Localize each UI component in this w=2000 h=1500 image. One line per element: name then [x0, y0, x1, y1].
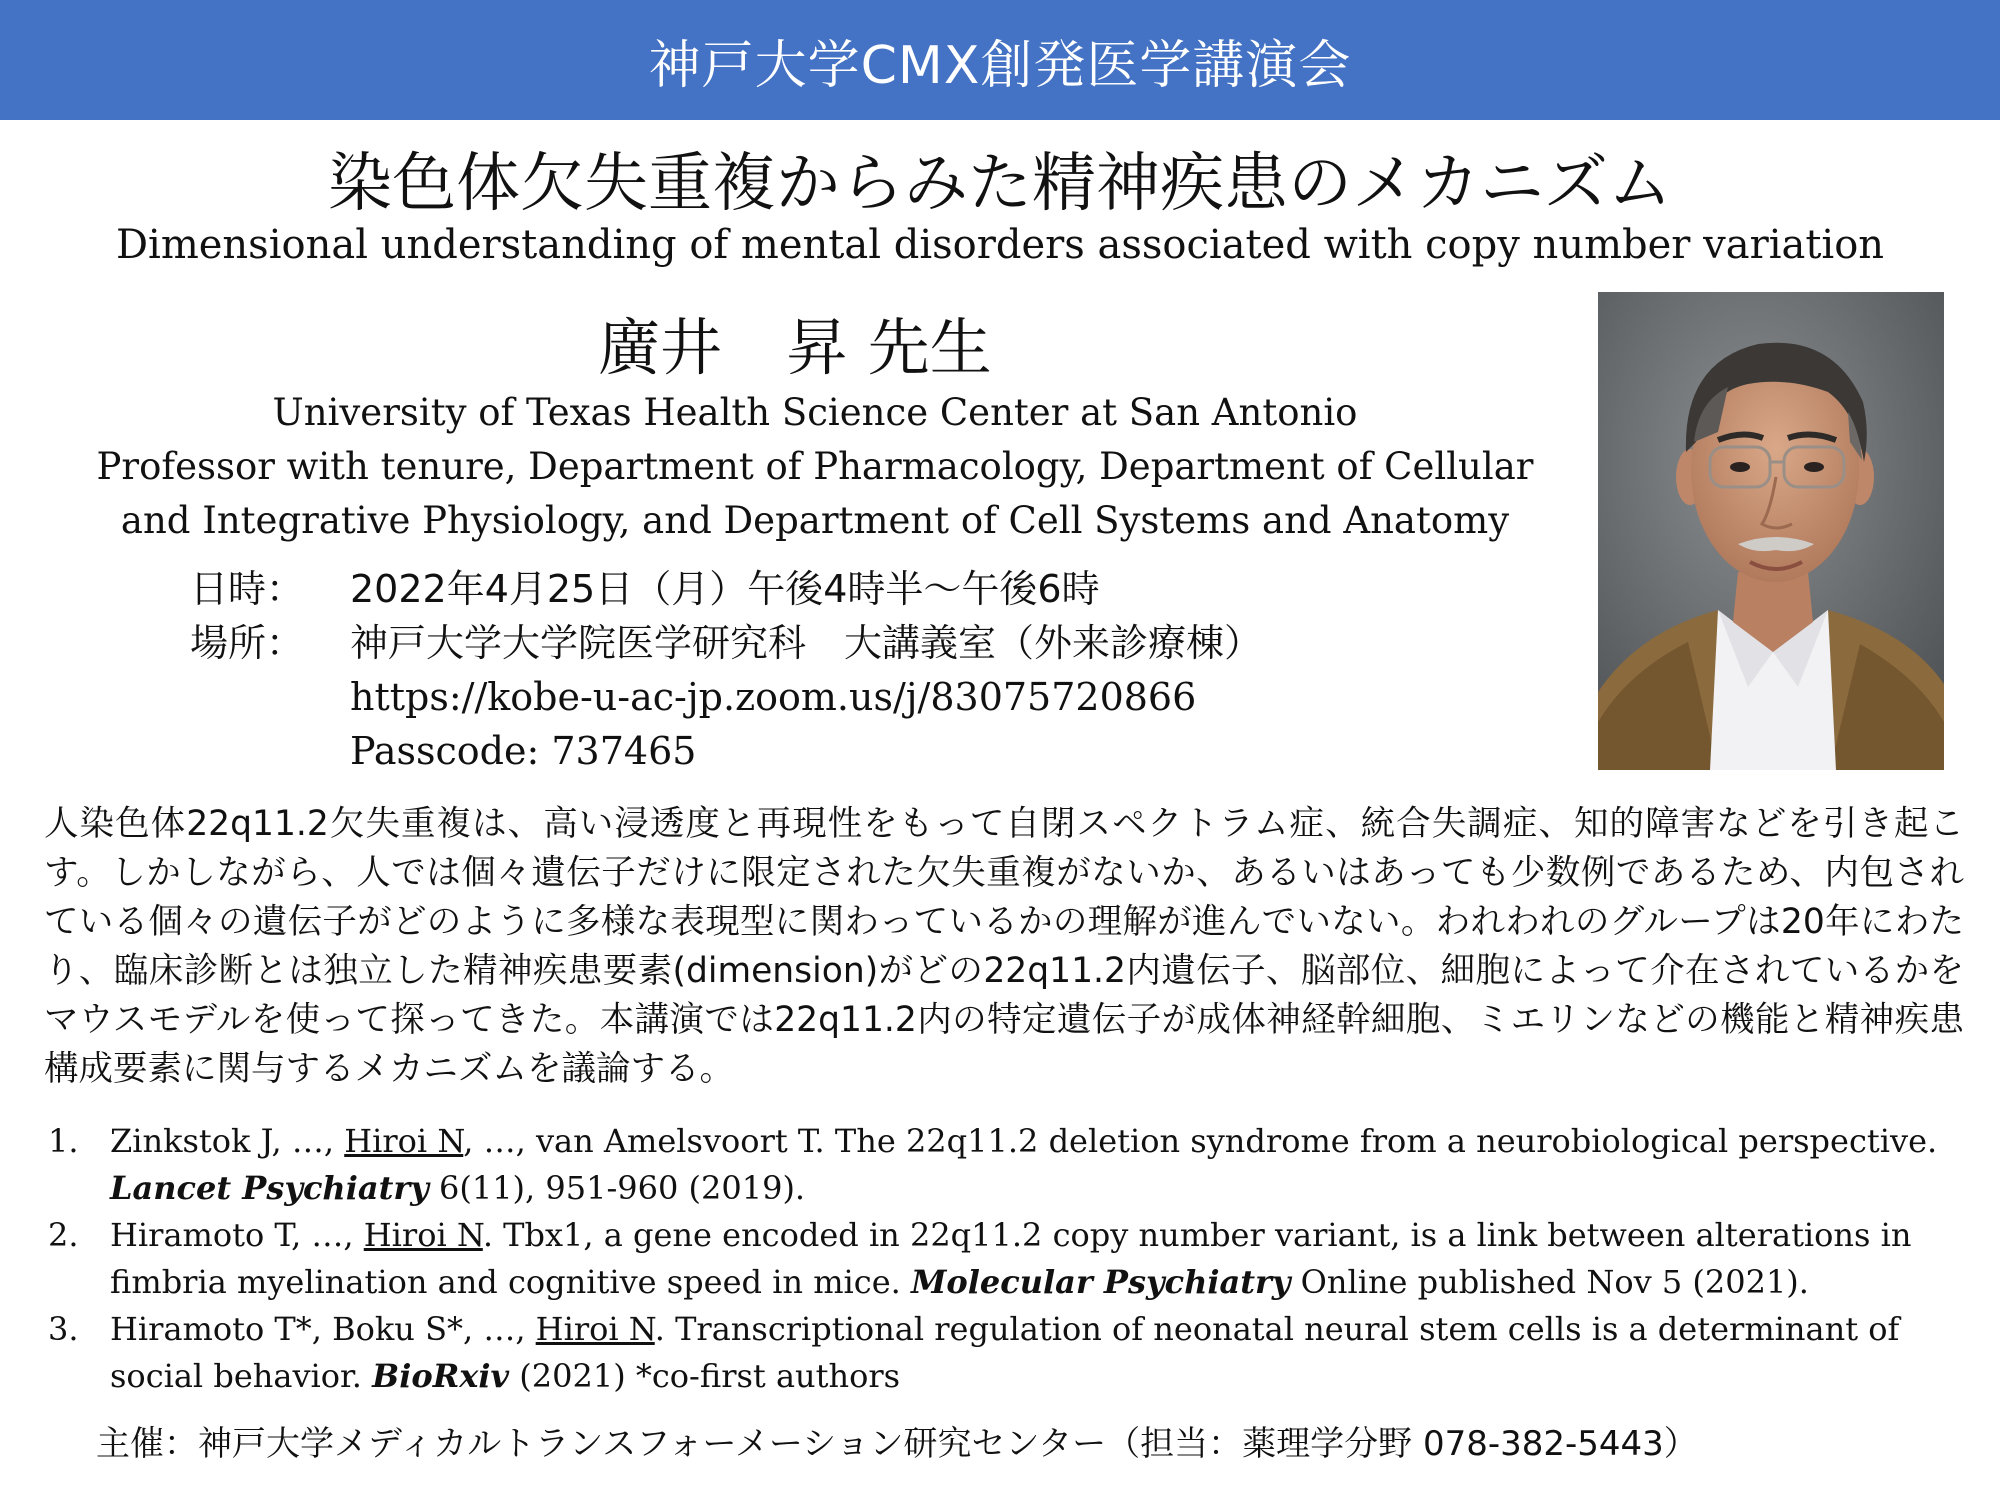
date-value: 2022年4月25日（月）午後4時半～午後6時 [350, 567, 1100, 611]
lecture-abstract: 人染色体22q11.2欠失重複は、高い浸透度と再現性をもって自閉スペクトラム症、統合失調症、知的障害などを引き起こす。しかしながら、人では個々遺伝子だけに限定された欠失重複がないか、あるいはあっても少数例であるため、内包されている個々の遺伝子がどのように多様な表現型に関わっているかの理解が進んでいない。われわれのグループは20年にわたり、臨床診断とは独立した精神疾患要素(dimension)がどの22q11.2内遺伝子、脳部位、細胞によって介在されているかをマウスモデルを使って探ってきた。本講演では22q11.2内の特定遺伝子が成体神経幹細胞、ミエリンなどの機能と精神疾患構成要素に関与するメカニズムを議論する。 [44, 804, 1964, 1089]
venue-row [190, 616, 1262, 670]
venue-value: 神戸大学大学院医学研究科 大講義室（外来診療棟） [350, 621, 1263, 665]
event-banner [0, 0, 2000, 120]
lecture-title-english: Dimensional understanding of mental disorders associated with copy number variation [115, 222, 1885, 268]
affiliation-line: University of Texas Health Science Center at San Antonio [272, 391, 1358, 434]
references-list [48, 1118, 1968, 1400]
reference-item [48, 1212, 1968, 1306]
reference-title: . Tbx1, a gene encoded in 22q11.2 copy number variant, is a link between alterations in fimbria myelination and cognitive speed in mice. [110, 1216, 1912, 1301]
reference-journal: BioRxiv [372, 1357, 510, 1395]
speaker-affiliation [70, 386, 1560, 548]
reference-details: 6(11), 951-960 (2019). [428, 1169, 806, 1207]
reference-text [110, 1306, 1968, 1400]
reference-title: . Transcriptional regulation of neonatal neural stem cells is a determinant of social behavior. [110, 1310, 1900, 1395]
reference-text [110, 1118, 1968, 1212]
speaker-photo [1598, 292, 1944, 770]
reference-authors: Hiramoto T*, Boku S*, …, [110, 1310, 536, 1348]
zoom-passcode: Passcode: 737465 [350, 729, 697, 773]
speaker-portrait-image [1598, 292, 1944, 770]
lecture-title-japanese: 染色体欠失重複からみた精神疾患のメカニズム [328, 147, 1672, 221]
event-info [190, 562, 1262, 778]
speaker-given-name: 昇 先生 [786, 311, 992, 384]
reference-highlighted-author: Hiroi N [535, 1310, 655, 1348]
host-organization: 主催：神戸大学メディカルトランスフォーメーション研究センター（担当：薬理学分野 078-382-5443） [96, 1424, 1698, 1464]
reference-highlighted-author: Hiroi N [344, 1122, 464, 1160]
reference-authors: Hiramoto T, …, [110, 1216, 364, 1254]
reference-item [48, 1306, 1968, 1400]
reference-item [48, 1118, 1968, 1212]
reference-text [110, 1212, 1968, 1306]
zoom-link[interactable]: https://kobe-u-ac-jp.zoom.us/j/83075720866 [350, 675, 1197, 719]
reference-journal: Lancet Psychiatry [110, 1169, 429, 1207]
affiliation-line: Professor with tenure, Department of Pharmacology, Department of Cellular [96, 445, 1534, 488]
reference-authors: Zinkstok J, …, [110, 1122, 345, 1160]
reference-journal: Molecular Psychiatry [910, 1263, 1291, 1301]
reference-details: (2021) *co-first authors [509, 1357, 901, 1395]
reference-title: , …, van Amelsvoort T. The 22q11.2 deletion syndrome from a neurobiological perspective. [463, 1122, 1938, 1160]
speaker-name [598, 298, 992, 387]
reference-number: 1. [48, 1122, 79, 1160]
banner-title: 神戸大学CMX創発医学講演会 [648, 35, 1352, 96]
reference-highlighted-author: Hiroi N [363, 1216, 483, 1254]
venue-label: 場所： [190, 621, 305, 665]
affiliation-line: and Integrative Physiology, and Department of Cell Systems and Anatomy [120, 499, 1510, 542]
date-label: 日時： [190, 567, 305, 611]
reference-number: 2. [48, 1216, 79, 1254]
reference-number: 3. [48, 1310, 79, 1348]
date-row [190, 562, 1262, 616]
speaker-family-name: 廣井 [598, 311, 723, 384]
reference-details: Online published Nov 5 (2021). [1290, 1263, 1809, 1301]
